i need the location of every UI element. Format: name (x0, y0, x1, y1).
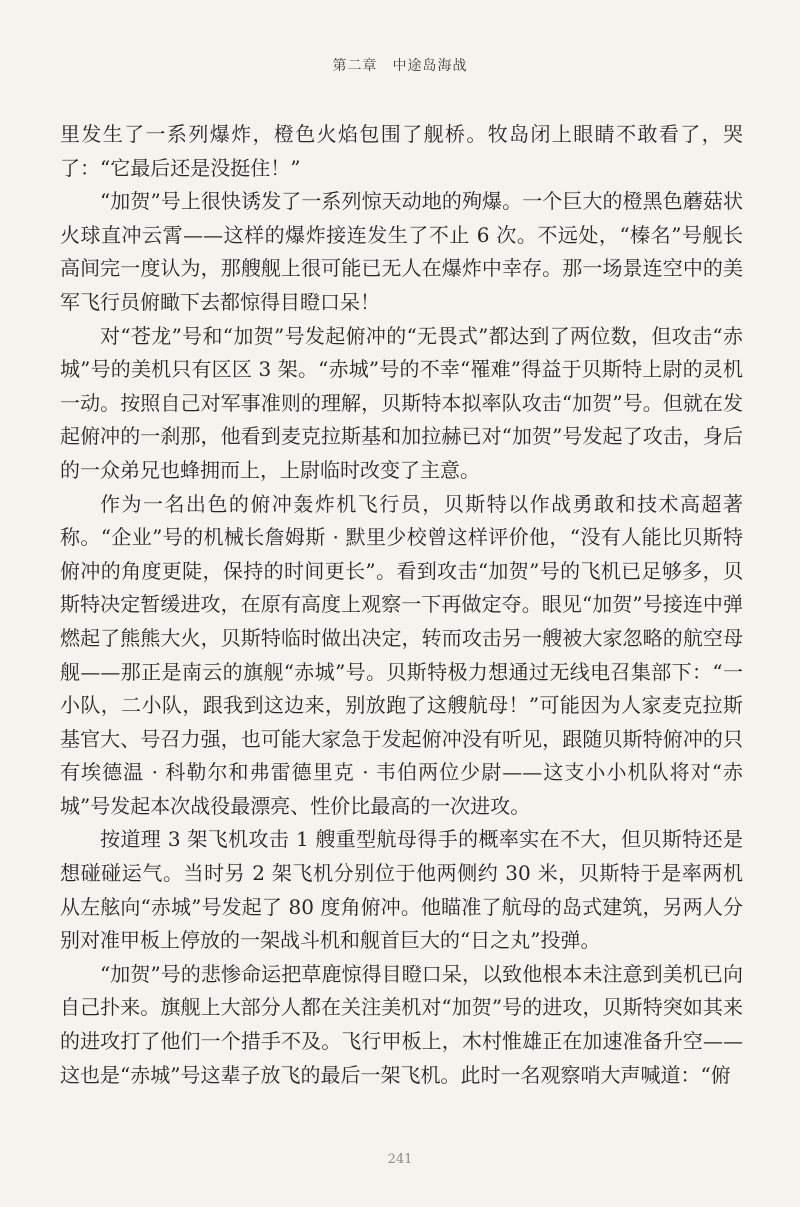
body-text (60, 118, 743, 1092)
paragraph: “加贺”号上很快诱发了一系列惊天动地的殉爆。一个巨大的橙黑色蘑菇状火球直冲云霄——这样的爆炸接连发生了不止 6 次。不远处，“榛名”号舰长高间完一度认为，那艘舰上很可能已无人在爆炸中幸存。那一场景连空中的美军飞行员俯瞰下去都惊得目瞪口呆！ (60, 189, 743, 314)
running-header: 第二章 中途岛海战 (332, 58, 468, 74)
paragraph-continuation: 里发生了一系列爆炸，橙色火焰包围了舰桥。牧岛闭上眼睛不敢看了，哭了：“它最后还是没挺住！” (60, 122, 743, 180)
paragraph: 对“苍龙”号和“加贺”号发起俯冲的“无畏式”都达到了两位数，但攻击“赤城”号的美机只有区区 3 架。“赤城”号的不幸“罹难”得益于贝斯特上尉的灵机一动。按照自己对军事准则的理解，贝斯特本拟率队攻击“加贺”号。但就在发起俯冲的一刹那，他看到麦克拉斯基和加拉赫已对“加贺”号发起了攻击，身后的一众弟兄也蜂拥而上，上尉临时改变了主意。 (60, 323, 743, 482)
page-number: 241 (387, 1152, 413, 1167)
paragraph: 按道理 3 架飞机攻击 1 艘重型航母得手的概率实在不大，但贝斯特还是想碰碰运气。当时另 2 架飞机分别位于他两侧约 30 米，贝斯特于是率两机从左舷向“赤城”号发起了 80 度角俯冲。他瞄准了航母的岛式建筑，另两人分别对准甲板上停放的一架战斗机和舰首巨大的“日之丸”投弹。 (60, 827, 743, 953)
paragraph: “加贺”号的悲惨命运把草鹿惊得目瞪口呆，以致他根本未注意到美机已向自己扑来。旗舰上大部分人都在关注美机对“加贺”号的进攻，贝斯特突如其来的进攻打了他们一个措手不及。飞行甲板上，木村惟雄正在加速准备升空——这也是“赤城”号这辈子放飞的最后一架飞机。此时一名观察哨大声喊道：“俯 (60, 961, 743, 1087)
paragraph: 作为一名出色的俯冲轰炸机飞行员，贝斯特以作战勇敢和技术高超著称。“企业”号的机械长詹姆斯 · 默里少校曾这样评价他，“没有人能比贝斯特俯冲的角度更陡，保持的时间更长”。看到攻击“加贺”号的飞机已足够多，贝斯特决定暂缓进攻，在原有高度上观察一下再做定夺。眼见“加贺”号接连中弹燃起了熊熊大火，贝斯特临时做出决定，转而攻击另一艘被大家忽略的航空母舰——那正是南云的旗舰“赤城”号。贝斯特极力想通过无线电召集部下：“一小队，二小队，跟我到这边来，别放跑了这艘航母！”可能因为人家麦克拉斯基官大、号召力强，也可能大家急于发起俯冲没有听见，跟随贝斯特俯冲的只有埃德温 · 科勒尔和弗雷德里克 · 韦伯两位少尉——这支小小机队将对“赤城”号发起本次战役最漂亮、性价比最高的一次进攻。 (60, 491, 743, 818)
